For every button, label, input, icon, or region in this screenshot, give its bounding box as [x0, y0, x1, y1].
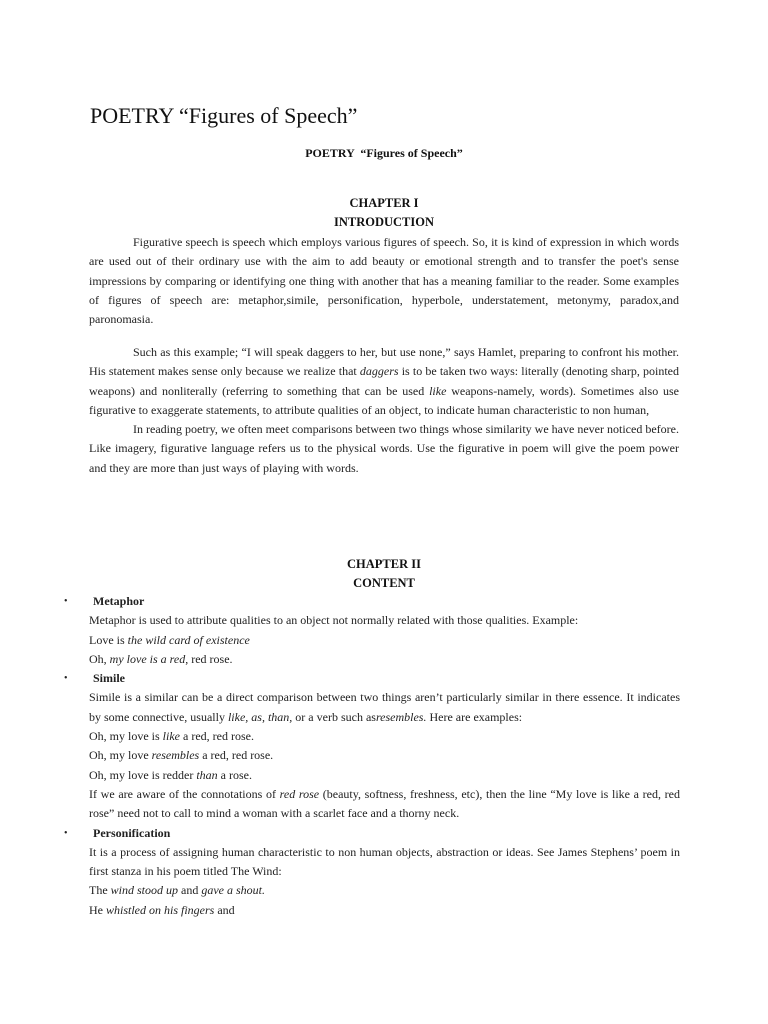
- simile-note-text-a: If we are aware of the connotations of: [89, 786, 280, 801]
- simile-ex1-text-b: a red, red rose.: [180, 729, 254, 744]
- bullet-icon: •: [64, 596, 68, 607]
- list-item-personification: [60, 824, 680, 920]
- introduction-section: [89, 233, 679, 329]
- simile-ex3-italic: than: [196, 767, 218, 782]
- simile-note-italic: red rose: [279, 786, 320, 801]
- metaphor-description: Metaphor is used to attribute qualities to an object not normally related with those qualities. Example:: [89, 613, 579, 628]
- pers-l1-italic-2: gave a shout.: [201, 883, 265, 898]
- simile-note: [89, 785, 680, 824]
- simile-ex2-italic: resembles: [151, 748, 200, 763]
- intro-p2-italic-like: like: [429, 383, 447, 398]
- simile-example-2: [89, 746, 680, 765]
- intro-paragraph-3: In reading poetry, we often meet comparisons between two things whose similarity we have never noticed before. Like imagery, figurative language refers us to the physical words. Use the figurative in poem will give the poem power and they are more than just ways of playing with words.: [89, 422, 679, 475]
- figures-of-speech-list: [60, 592, 680, 920]
- simile-ex2-text-b: a red, red rose.: [199, 748, 274, 763]
- list-item-simile: [60, 669, 680, 823]
- pers-l2-italic: whistled on his fingers: [106, 902, 215, 917]
- bullet-icon: •: [64, 673, 68, 685]
- intro-p2-italic-daggers: daggers: [359, 364, 399, 379]
- simile-example-3: [89, 766, 680, 785]
- list-item-metaphor: [60, 592, 680, 669]
- simile-desc-italic-resembles: resembles.: [375, 709, 427, 724]
- intro-p2-text-a: Such as this example; “I will speak daggers to her, but use none,” says Hamlet, preparing to confront his mother. His statement makes sense only because we realize that: [89, 345, 679, 379]
- page-title: POETRY “Figures of Speech”: [90, 103, 358, 128]
- pers-l2-text-b: and: [214, 902, 235, 917]
- metaphor-example-1: [89, 631, 680, 650]
- simile-desc-text-a: Simile is a similar can be a direct comparison between two things aren’t particularly similar in there essence. It indicates by some connective, usually: [89, 690, 680, 724]
- simile-body: [89, 688, 680, 823]
- personification-line-1: [89, 881, 680, 900]
- chapter-2-title: CONTENT: [353, 576, 415, 590]
- simile-example-1: [89, 727, 680, 746]
- pers-l2-text-a: He: [89, 902, 106, 917]
- simile-ex1-text-a: Oh, my love is: [89, 729, 163, 744]
- simile-heading: Simile: [93, 671, 125, 686]
- chapter-2-label: CHAPTER II: [347, 557, 421, 571]
- metaphor-ex1-italic: the wild card of existence: [127, 632, 250, 647]
- metaphor-body: [89, 611, 680, 669]
- personification-body: [89, 843, 680, 920]
- introduction-continued: [89, 343, 679, 478]
- pers-l1-italic-1: wind stood up: [110, 883, 178, 898]
- simile-ex1-italic: like: [162, 729, 180, 744]
- intro-paragraph-1: Figurative speech is speech which employs various figures of speech. So, it is kind of expression in which words are used out of their ordinary use with the aim to add beauty or emotional strength and to transfer the poet's sense impressions by comparing or identifying one thing with another that has a meaning familiar to the reader. Some examples of figures of speech are: metaphor,simile, personification, hyperbole, understatement, metonymy, paradox,and paronomasia.: [89, 235, 679, 327]
- metaphor-ex2-text-a: Oh,: [89, 651, 110, 666]
- personification-line-2: [89, 901, 680, 920]
- metaphor-ex1-text: Love is: [89, 632, 128, 647]
- document-subtitle: POETRY “Figures of Speech”: [305, 146, 463, 160]
- intro-p2-text-c: weapons-namely, words). Sometimes also use figurative to exaggerate statements, to attribute qualities of an object, to indicate human characteristic to non human,: [89, 383, 680, 417]
- metaphor-ex2-text-b: , red rose.: [185, 651, 233, 666]
- metaphor-ex2-italic: my love is a red: [109, 651, 186, 666]
- simile-desc-text-c: Here are examples:: [426, 709, 523, 724]
- chapter-1-label: CHAPTER I: [349, 196, 419, 210]
- simile-description: [89, 688, 680, 727]
- personification-description: It is a process of assigning human characteristic to non human objects, abstraction or ideas. See James Stephens’ poem in first stanza in his poem titled The Wind:: [89, 844, 680, 879]
- simile-note-text-b: (beauty, softness, freshness, etc), then the line “My love is like a red, red rose” need not to call to mind a woman with a scarlet face and a thorny neck.: [89, 786, 680, 821]
- metaphor-heading: Metaphor: [93, 594, 145, 608]
- simile-desc-text-b: or a verb such as: [292, 709, 376, 724]
- chapter-1-title: INTRODUCTION: [333, 215, 434, 229]
- bullet-icon: •: [64, 827, 68, 839]
- personification-heading: Personification: [93, 825, 171, 840]
- simile-ex3-text-a: Oh, my love is redder: [89, 767, 197, 782]
- simile-ex2-text-a: Oh, my love: [89, 748, 152, 763]
- simile-desc-italic-connectives: like, as, than,: [227, 709, 293, 724]
- pers-l1-text-a: The: [89, 883, 111, 898]
- intro-paragraph-2: [89, 343, 679, 420]
- simile-ex3-text-b: a rose.: [217, 767, 252, 782]
- intro-p2-text-b: is to be taken two ways: literally (denoting sharp, pointed weapons) and nonliterally (referring to something that can be used: [89, 364, 679, 398]
- metaphor-example-2: [89, 650, 680, 669]
- pers-l1-text-b: and: [178, 883, 202, 898]
